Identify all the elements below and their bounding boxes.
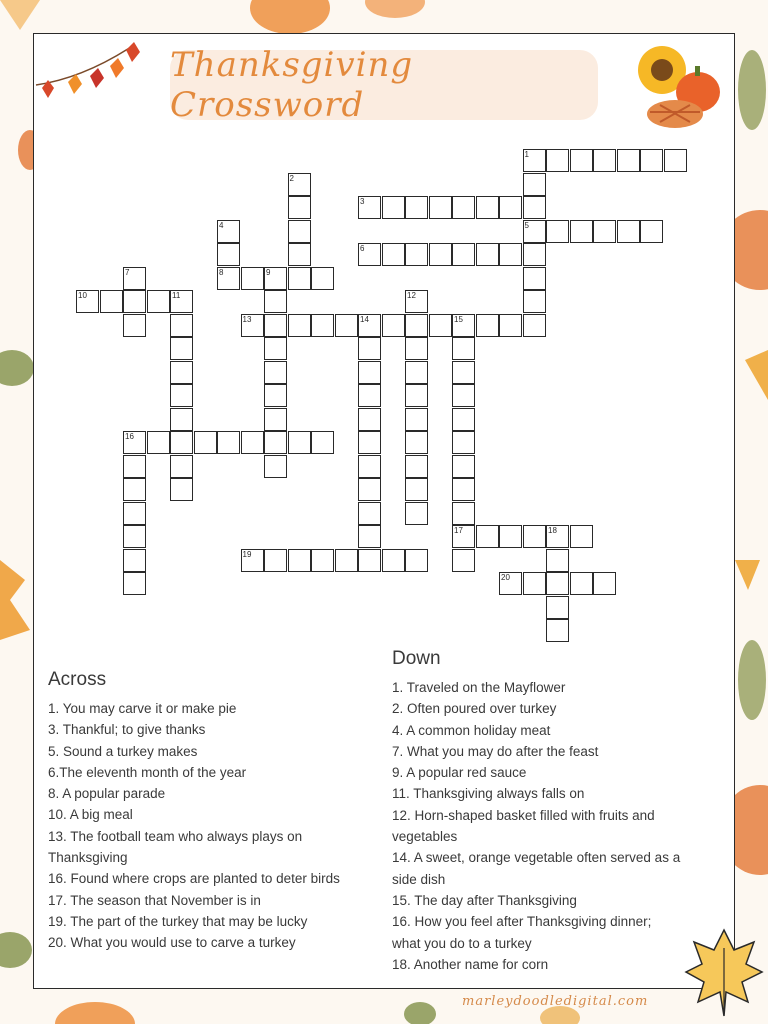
crossword-cell[interactable]: [546, 220, 569, 243]
crossword-cell[interactable]: [382, 243, 405, 266]
crossword-cell[interactable]: [476, 196, 499, 219]
crossword-cell[interactable]: [476, 314, 499, 337]
crossword-cell[interactable]: [405, 549, 428, 572]
crossword-cell[interactable]: [429, 196, 452, 219]
crossword-cell[interactable]: [452, 243, 475, 266]
clue-number: 4: [219, 220, 224, 230]
clue-number: 6: [360, 244, 365, 253]
crossword-cell[interactable]: [570, 572, 593, 595]
crossword-cell[interactable]: [499, 243, 522, 266]
across-clue: 6.The eleventh month of the year: [48, 764, 247, 780]
crossword-cell[interactable]: [123, 290, 146, 313]
crossword-cell[interactable]: [523, 149, 546, 172]
clue-number: 11: [172, 291, 181, 300]
crossword-cell[interactable]: [452, 478, 475, 501]
down-clue: 7. What you may do after the feast: [392, 743, 599, 759]
crossword-cell[interactable]: [358, 525, 381, 548]
crossword-cell[interactable]: [123, 502, 146, 525]
crossword-cell[interactable]: [147, 431, 170, 454]
clue-number: 19: [242, 549, 252, 559]
down-clue: 15. The day after Thanksgiving: [392, 892, 577, 908]
down-clue: 1. Traveled on the Mayflower: [392, 680, 566, 695]
crossword-cell[interactable]: [429, 314, 452, 337]
down-clue: 16. How you feel after Thanksgiving dinner; what you do to a turkey: [392, 914, 652, 951]
crossword-cell[interactable]: [264, 384, 287, 407]
crossword-cell[interactable]: [264, 361, 287, 384]
down-clue: 12. Horn-shaped basket filled with fruits and vegetables: [392, 807, 655, 845]
crossword-cell[interactable]: [405, 196, 428, 219]
across-clue: 16. Found where crops are planted to deter birds: [48, 871, 340, 887]
crossword-cell[interactable]: [123, 478, 146, 501]
crossword-cell[interactable]: [123, 549, 146, 572]
crossword-cell[interactable]: [358, 337, 381, 360]
crossword-cell[interactable]: [358, 196, 381, 219]
crossword-cell[interactable]: [217, 431, 240, 454]
crossword-cell[interactable]: [476, 525, 499, 548]
crossword-cell[interactable]: [170, 431, 193, 454]
crossword-cell[interactable]: [358, 314, 381, 337]
crossword-cell[interactable]: [264, 431, 287, 454]
crossword-cell[interactable]: [640, 149, 663, 172]
crossword-cell[interactable]: [264, 337, 287, 360]
crossword-cell[interactable]: [570, 220, 593, 243]
down-clue: 11. Thanksgiving always falls on: [392, 786, 585, 802]
across-clue: 1. You may carve it or make pie: [48, 701, 237, 716]
clue-number: 18: [548, 526, 557, 535]
crossword-cell[interactable]: [264, 455, 287, 478]
crossword-cell[interactable]: [523, 220, 546, 243]
crossword-cell[interactable]: [593, 572, 616, 595]
crossword-cell[interactable]: [405, 384, 428, 407]
across-clue: 3. Thankful; to give thanks: [48, 722, 206, 738]
across-clue: 10. A big meal: [48, 807, 133, 823]
crossword-cell[interactable]: [405, 361, 428, 384]
leaf-garland-icon: [34, 40, 144, 110]
crossword-cell[interactable]: [617, 220, 640, 243]
harvest-illustration: [630, 40, 730, 135]
crossword-cell[interactable]: [499, 525, 522, 548]
crossword-cell[interactable]: [382, 196, 405, 219]
crossword-cell[interactable]: [405, 478, 428, 501]
crossword-cell[interactable]: [405, 314, 428, 337]
crossword-cell[interactable]: [217, 220, 240, 243]
across-clue: 19. The part of the turkey that may be lucky: [48, 913, 308, 929]
clue-number: 2: [289, 173, 294, 183]
crossword-cell[interactable]: [570, 149, 593, 172]
crossword-cell[interactable]: [499, 572, 522, 595]
crossword-cell[interactable]: [311, 314, 334, 337]
crossword-cell[interactable]: [288, 549, 311, 572]
crossword-cell[interactable]: [123, 267, 146, 290]
across-clue: 5. Sound a turkey makes: [48, 743, 198, 759]
crossword-cell[interactable]: [358, 384, 381, 407]
crossword-cell[interactable]: [617, 149, 640, 172]
crossword-cell[interactable]: [405, 290, 428, 313]
crossword-cell[interactable]: [452, 408, 475, 431]
crossword-cell[interactable]: [358, 455, 381, 478]
crossword-cell[interactable]: [170, 337, 193, 360]
crossword-cell[interactable]: [382, 549, 405, 572]
crossword-cell[interactable]: [76, 290, 99, 313]
crossword-cell[interactable]: [452, 361, 475, 384]
crossword-cell[interactable]: [288, 243, 311, 266]
crossword-cell[interactable]: [358, 502, 381, 525]
crossword-cell[interactable]: [452, 455, 475, 478]
clue-number: 7: [125, 267, 130, 277]
maple-leaf-icon: [684, 928, 764, 1018]
crossword-cell[interactable]: [217, 243, 240, 266]
crossword-cell[interactable]: [593, 149, 616, 172]
down-clue: 2. Often poured over turkey: [392, 701, 557, 717]
crossword-cell[interactable]: [123, 525, 146, 548]
crossword-cell[interactable]: [288, 314, 311, 337]
crossword-cell[interactable]: [452, 431, 475, 454]
crossword-cell[interactable]: [523, 525, 546, 548]
crossword-cell[interactable]: [358, 408, 381, 431]
crossword-cell[interactable]: [452, 337, 475, 360]
clue-number: 5: [524, 220, 529, 230]
crossword-cell[interactable]: [170, 361, 193, 384]
crossword-cell[interactable]: [311, 267, 334, 290]
crossword-cell[interactable]: [335, 549, 358, 572]
crossword-cell[interactable]: [241, 314, 264, 337]
clue-number: 12: [407, 291, 416, 300]
clue-number: 8: [219, 267, 224, 277]
crossword-cell[interactable]: [499, 196, 522, 219]
crossword-cell[interactable]: [546, 149, 569, 172]
crossword-cell[interactable]: [452, 502, 475, 525]
crossword-cell[interactable]: [123, 455, 146, 478]
across-clue: 13. The football team who always plays on Thanksgiving: [48, 828, 303, 866]
crossword-cell[interactable]: [358, 431, 381, 454]
crossword-cell[interactable]: [264, 408, 287, 431]
crossword-cell[interactable]: [523, 267, 546, 290]
title-banner: [170, 45, 598, 125]
across-clue: 20. What you would use to carve a turkey: [48, 935, 296, 951]
crossword-cell[interactable]: [546, 596, 569, 619]
crossword-cell[interactable]: [358, 361, 381, 384]
crossword-cell[interactable]: [523, 572, 546, 595]
crossword-cell[interactable]: [382, 314, 405, 337]
across-heading: Across: [48, 669, 107, 690]
crossword-cell[interactable]: [523, 314, 546, 337]
crossword-cell[interactable]: [170, 408, 193, 431]
crossword-cell[interactable]: [123, 572, 146, 595]
crossword-cell[interactable]: [523, 243, 546, 266]
footer-website: marleydoodledigital.com: [462, 994, 649, 1009]
crossword-cell[interactable]: [405, 431, 428, 454]
crossword-cell[interactable]: [476, 243, 499, 266]
crossword-cell[interactable]: [288, 173, 311, 196]
crossword-cell[interactable]: [452, 314, 475, 337]
crossword-cell[interactable]: [546, 549, 569, 572]
down-clue: 4. A common holiday meat: [392, 722, 551, 738]
crossword-cell[interactable]: [311, 431, 334, 454]
crossword-cell[interactable]: [546, 525, 569, 548]
crossword-cell[interactable]: [123, 314, 146, 337]
crossword-cell[interactable]: [170, 290, 193, 313]
crossword-cell[interactable]: [170, 314, 193, 337]
clue-number: 3: [360, 197, 365, 206]
clue-number: 17: [454, 526, 463, 535]
pie-icon: [647, 100, 703, 128]
crossword-cell[interactable]: [194, 431, 217, 454]
crossword-cell[interactable]: [311, 549, 334, 572]
clue-number: 1: [524, 150, 529, 159]
page-title: Thanksgiving Crossword: [170, 45, 414, 125]
crossword-cell[interactable]: [570, 525, 593, 548]
crossword-cell[interactable]: [264, 290, 287, 313]
crossword-cell[interactable]: [405, 243, 428, 266]
crossword-cell[interactable]: [170, 455, 193, 478]
crossword-cell[interactable]: [664, 149, 687, 172]
crossword-cell[interactable]: [405, 408, 428, 431]
crossword-cell[interactable]: [405, 455, 428, 478]
crossword-cell[interactable]: [264, 267, 287, 290]
crossword-cell[interactable]: [452, 525, 475, 548]
clue-number: 10: [78, 291, 87, 300]
crossword-cell[interactable]: [147, 290, 170, 313]
crossword-cell[interactable]: [358, 243, 381, 266]
clue-number: 15: [454, 314, 463, 324]
across-clue: 8. A popular parade: [48, 786, 166, 802]
crossword-cell[interactable]: [640, 220, 663, 243]
crossword-cell[interactable]: [523, 196, 546, 219]
crossword-cell[interactable]: [499, 314, 522, 337]
crossword-cell[interactable]: [264, 549, 287, 572]
crossword-cell[interactable]: [241, 549, 264, 572]
crossword-cell[interactable]: [523, 173, 546, 196]
crossword-cell[interactable]: [523, 290, 546, 313]
crossword-cell[interactable]: [335, 314, 358, 337]
across-clues: [48, 668, 368, 954]
crossword-cell[interactable]: [452, 384, 475, 407]
clue-number: 9: [266, 267, 271, 277]
down-clue: 18. Another name for corn: [392, 956, 549, 972]
crossword-cell[interactable]: [593, 220, 616, 243]
crossword-cell[interactable]: [358, 549, 381, 572]
clue-number: 20: [501, 573, 510, 582]
down-clue: 14. A sweet, orange vegetable often served as a side dish: [392, 850, 681, 887]
crossword-cell[interactable]: [288, 431, 311, 454]
crossword-cell[interactable]: [288, 267, 311, 290]
crossword-cell[interactable]: [100, 290, 123, 313]
crossword-cell[interactable]: [429, 243, 452, 266]
crossword-cell[interactable]: [452, 196, 475, 219]
crossword-cell[interactable]: [358, 478, 381, 501]
crossword-cell[interactable]: [452, 549, 475, 572]
clue-number: 13: [242, 314, 252, 324]
across-clue: 17. The season that November is in: [48, 892, 261, 908]
crossword-cell[interactable]: [288, 196, 311, 219]
crossword-cell[interactable]: [241, 267, 264, 290]
crossword-cell[interactable]: [170, 478, 193, 501]
crossword-cell[interactable]: [405, 337, 428, 360]
crossword-cell[interactable]: [264, 314, 287, 337]
crossword-cell[interactable]: [405, 502, 428, 525]
crossword-cell[interactable]: [123, 431, 146, 454]
down-clues: [392, 647, 682, 975]
crossword-cell[interactable]: [170, 384, 193, 407]
down-clue: 9. A popular red sauce: [392, 765, 527, 781]
clue-number: 16: [125, 432, 134, 441]
crossword-cell[interactable]: [241, 431, 264, 454]
crossword-cell[interactable]: [217, 267, 240, 290]
clue-number: 14: [360, 314, 369, 324]
down-heading: Down: [392, 648, 441, 669]
crossword-cell[interactable]: [546, 572, 569, 595]
crossword-cell[interactable]: [288, 220, 311, 243]
crossword-cell[interactable]: [546, 619, 569, 642]
